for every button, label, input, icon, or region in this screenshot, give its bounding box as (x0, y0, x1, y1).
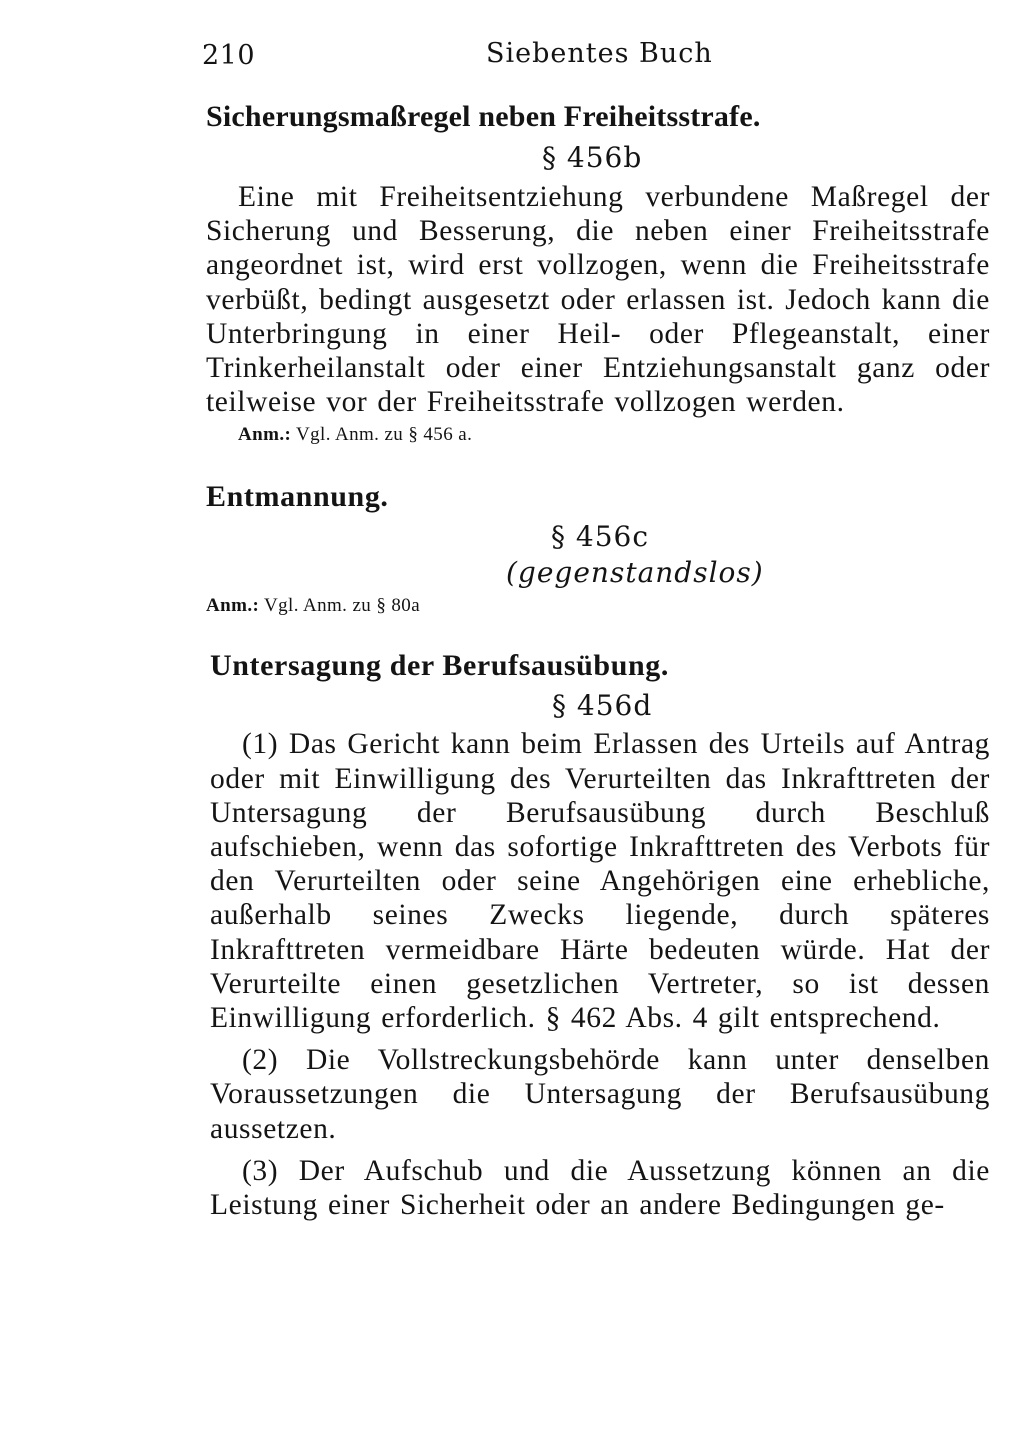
note-text: Vgl. Anm. zu § 456 a. (291, 424, 473, 446)
section-status-456c: (gegenstandslos) (506, 556, 764, 590)
section-heading-456b: Sicherungsmaßregel neben Freiheitsstrafe. (206, 100, 761, 133)
section-text-456b: Eine mit Freiheitsentziehung verbundene Maßregel der Sicherung und Besserung, die neben einer Freiheitsstrafe angeordnet ist, wird erst vollzogen, wenn die Freiheitsstrafe verbüßt, bedingt ausgesetzt oder erlassen ist. Jedoch kann die Unterbringung in einer Heil- oder Pflegeanstalt, einer Trinkerheilanstalt oder einer Entziehungsanstalt ganz oder teilweise vor der Freiheitsstrafe vollzogen werden. (206, 181, 990, 419)
paragraph-2: (2) Die Vollstreckungsbehörde kann unter denselben Voraussetzungen die Untersagung der Berufsausübung aussetzen. (210, 1044, 990, 1145)
note-456b (206, 423, 990, 447)
section-heading-456c: Entmannung. (206, 480, 389, 514)
note-label: Anm.: (206, 595, 260, 617)
page-number: 210 (202, 40, 256, 71)
section-456d (206, 648, 990, 1222)
section-heading-456d: Untersagung der Berufsausübung. (210, 649, 669, 683)
book-page (202, 34, 990, 1222)
section-456c (206, 479, 990, 618)
note-text: Vgl. Anm. zu § 80a (259, 595, 421, 617)
book-title: Siebentes Buch (486, 38, 713, 69)
note-label: Anm.: (238, 424, 292, 446)
section-number-456c: § 456c (551, 520, 650, 554)
paragraph-1: (1) Das Gericht kann beim Erlassen des Urteils auf Antrag oder mit Einwilligung des Verurteilten das Inkrafttreten der Untersagung der Berufsausübung durch Beschluß aufschieben, wenn das sofortige Inkrafttreten des Verbots für den Verurteilten oder seine Angehörigen eine erhebliche, außerhalb seines Zwecks liegende, durch späteres Inkrafttreten vermeidbare Härte bedeuten würde. Hat der Verurteilte einen gesetzlichen Vertreter, so ist dessen Einwilligung erforderlich. § 462 Abs. 4 gilt entsprechend. (210, 728, 990, 1035)
note-456c (206, 594, 990, 618)
section-number-456b: § 456b (542, 141, 643, 174)
paragraph-3: (3) Der Aufschub und die Aussetzung können an die Leistung einer Sicherheit oder an andere Bedingungen ge- (210, 1154, 990, 1222)
section-456b (206, 99, 990, 447)
running-head (202, 34, 990, 78)
section-number-456d: § 456d (552, 689, 653, 723)
